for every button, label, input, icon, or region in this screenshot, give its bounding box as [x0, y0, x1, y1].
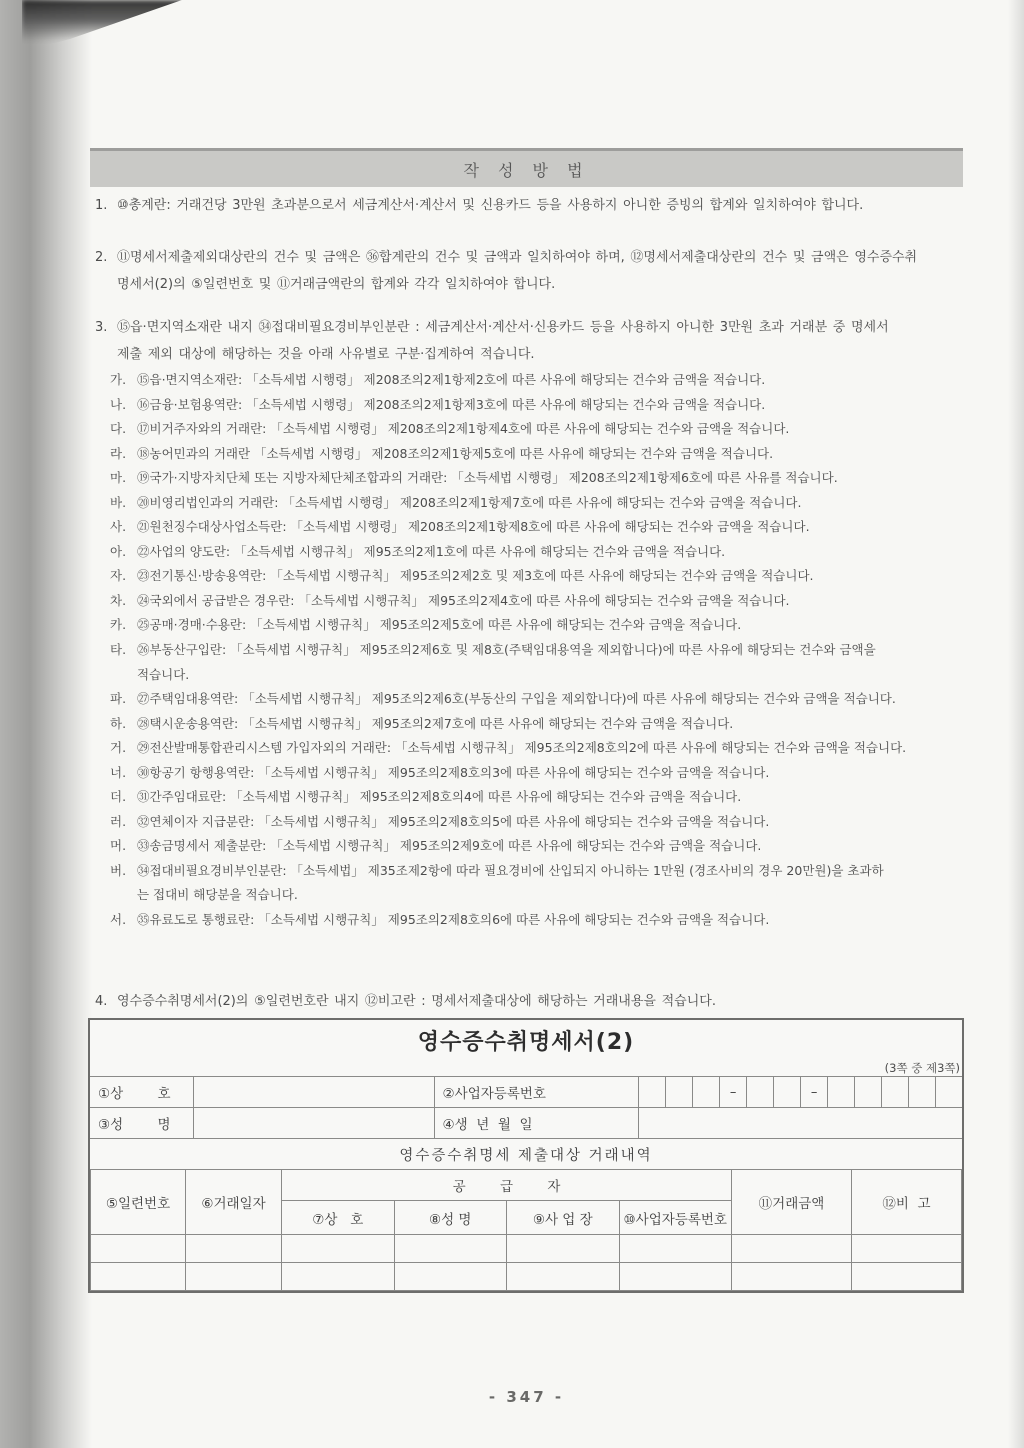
- sub-item-da: [110, 417, 906, 442]
- instruction-item-4: [95, 988, 716, 1015]
- sub-text: ㉕공매·경매·수용란: 「소득세법 시행규칙」 제95조의2제5호에 따른 사유에 해당되는 건수와 금액을 적습니다.: [137, 617, 742, 633]
- sub-label: 더.: [110, 789, 127, 805]
- sub-item-ma: [110, 466, 906, 491]
- empty-data-cell: [852, 1235, 962, 1263]
- sub-text: ㉟유료도로 통행료란: 「소득세법 시행규칙」 제95조의2제8호의6에 따른 사유에 해당되는 건수와 금액을 적습니다.: [137, 912, 770, 928]
- item-text-line2: 제출 제외 대상에 해당하는 것을 아래 사유별로 구분·집계하여 적습니다.: [117, 347, 535, 362]
- item-text-line1: ⑮읍·면지역소재란 내지 ㉞접대비필요경비부인분란 : 세금계산서·계산서·신용카드 등을 사용하지 아니한 3만원 초과 거래분 중 명세서: [117, 320, 889, 335]
- biznum-digit-cell: [639, 1077, 665, 1107]
- field-birth-date-label: ④생 년 월 일: [434, 1108, 639, 1138]
- empty-data-cell: [852, 1263, 962, 1291]
- col-transaction-date-header: ⑥거래일자: [186, 1170, 282, 1235]
- sub-label: 가.: [110, 372, 127, 387]
- sub-text: ㉛간주임대료란: 「소득세법 시행규칙」 제95조의2제8호의4에 따른 사유에 해당되는 건수와 금액을 적습니다.: [137, 789, 742, 805]
- empty-data-cell: [91, 1263, 186, 1291]
- sub-item-ba: [110, 491, 906, 516]
- biznum-digit-cell: [746, 1077, 773, 1107]
- sub-item-deo: [110, 785, 906, 810]
- sub-label: 카.: [110, 617, 127, 633]
- sub-label: 다.: [110, 421, 127, 437]
- sub-item-reo: [110, 810, 906, 835]
- sub-label: 머.: [110, 838, 127, 854]
- biznum-digit-cell: [935, 1077, 962, 1107]
- sub-item-geo: [110, 736, 906, 761]
- sub-text: ⑱농어민과의 거래란 「소득세법 시행령」 제208조의2제1항제5호에 따른 사유에 해당되는 건수와 금액을 적습니다.: [137, 445, 774, 461]
- item-number: 3.: [95, 320, 108, 335]
- form-row-company: [90, 1076, 962, 1107]
- sub-label: 러.: [110, 813, 127, 829]
- form-title: 영수증수취명세서(2): [417, 1029, 635, 1055]
- sub-label: 마.: [110, 470, 127, 486]
- empty-data-row: [91, 1235, 962, 1263]
- sub-text: ㉙전산발매통합관리시스템 가입자외의 거래란: 「소득세법 시행규칙」 제95조의2제8호의2에 따른 사유에 해당되는 건수와 금액을 적습니다.: [137, 740, 907, 756]
- writing-method-title: 작 성 방 법: [463, 160, 590, 180]
- item-text-line1: ⑪명세서제출제외대상란의 건수 및 금액은 ㊱합계란의 건수 및 금액과 일치하여야 하며, ⑫명세서제출대상란의 건수 및 금액은 영수증수취: [117, 250, 918, 265]
- sub-label: 나.: [110, 396, 127, 412]
- biznum-digit-cell: [665, 1077, 692, 1107]
- sub-text: ㉒사업의 양도란: 「소득세법 시행규칙」 제95조의2제1호에 따른 사유에 해당되는 건수와 금액을 적습니다.: [137, 543, 726, 559]
- empty-data-cell: [394, 1235, 507, 1263]
- sub-item-ha: [110, 712, 906, 737]
- section-header-bar: [90, 148, 963, 187]
- sub-item-beo-cont: 는 접대비 해당분을 적습니다.: [137, 887, 298, 903]
- empty-data-cell: [394, 1263, 507, 1291]
- sub-item-beo: [110, 859, 906, 884]
- biznum-digit-cell: [773, 1077, 800, 1107]
- biznum-dash-cell: –: [800, 1077, 827, 1107]
- sub-item-seo: [110, 908, 906, 933]
- col-supplier-reg-number-header: ⑩사업자등록번호: [619, 1201, 732, 1235]
- col-remarks-header: ⑫비 고: [852, 1170, 962, 1235]
- scan-binding-shadow: [0, 0, 95, 1448]
- sub-item-sa: [110, 515, 906, 540]
- sub-item-ra: [110, 442, 906, 467]
- sub-item-meo: [110, 834, 906, 859]
- field-name-label: ③성 명: [98, 1117, 171, 1133]
- empty-data-cell: [91, 1235, 186, 1263]
- scan-corner-artifact: [22, 0, 182, 52]
- transaction-detail-table: [90, 1169, 962, 1291]
- empty-data-cell: [732, 1263, 852, 1291]
- sub-item-ta-cont: 적습니다.: [137, 666, 190, 682]
- empty-data-cell: [282, 1235, 395, 1263]
- sub-text: ⑯금융·보험용역란: 「소득세법 시행령」 제208조의2제1항제3호에 따른 사유에 해당되는 건수와 금액을 적습니다.: [137, 396, 766, 412]
- form-page-note: (3쪽 중 제3쪽): [884, 1061, 960, 1075]
- item-number: 1.: [95, 198, 108, 213]
- sub-item-cha: [110, 589, 906, 614]
- sub-item-ga: [110, 368, 906, 393]
- sub-item-neo: [110, 761, 906, 786]
- sub-text: ㉓전기통신·방송용역란: 「소득세법 시행규칙」 제95조의2제2호 및 제3호에 따른 사유에 해당되는 건수와 금액을 적습니다.: [137, 568, 814, 584]
- sub-item-ka: [110, 613, 906, 638]
- sub-item-a: [110, 540, 906, 565]
- sub-label: 바.: [110, 494, 127, 510]
- sub-item-ja: [110, 564, 906, 589]
- item-number: 2.: [95, 250, 108, 265]
- biznum-digit-cell: [827, 1077, 854, 1107]
- sub-text: ㉘택시운송용역란: 「소득세법 시행규칙」 제95조의2제7호에 따른 사유에 해당되는 건수와 금액을 적습니다.: [137, 715, 734, 731]
- sub-item-ta: [110, 638, 906, 663]
- empty-data-cell: [619, 1263, 732, 1291]
- field-business-reg-number-cells: [638, 1077, 962, 1107]
- supplier-group-header: 공 급 자: [282, 1170, 732, 1201]
- col-transaction-amount-header: ⑪거래금액: [732, 1170, 852, 1235]
- form-section-title: 영수증수취명세 제출대상 거래내역: [90, 1138, 962, 1169]
- item-text: 영수증수취명세서(2)의 ⑤일련번호란 내지 ⑫비고란 : 명세서제출대상에 해당하는 거래내용을 적습니다.: [117, 994, 716, 1009]
- sub-label: 거.: [110, 740, 127, 756]
- sub-text: ⑮읍·면지역소재란: 「소득세법 시행령」 제208조의2제1항제2호에 따른 사유에 해당되는 건수와 금액을 적습니다.: [137, 372, 766, 387]
- sub-text: ㉞접대비필요경비부인분란: 「소득세법」 제35조제2항에 따라 필요경비에 산입되지 아니하는 1만원 (경조사비의 경우 20만원)을 초과하: [137, 862, 884, 878]
- empty-data-cell: [282, 1263, 395, 1291]
- instruction-item-1: [95, 192, 863, 219]
- field-birth-date-value: [638, 1108, 962, 1138]
- sub-text: ㉑원천징수대상사업소득란: 「소득세법 시행령」 제208조의2제1항제8호에 따른 사유에 해당되는 건수와 금액을 적습니다.: [137, 519, 810, 535]
- sub-label: 차.: [110, 592, 127, 608]
- empty-data-cell: [186, 1263, 282, 1291]
- empty-data-cell: [732, 1235, 852, 1263]
- receipt-statement-form: [88, 1018, 964, 1293]
- sub-label: 아.: [110, 543, 127, 559]
- biznum-digit-cell: [854, 1077, 881, 1107]
- sub-text: ⑰비거주자와의 거래란: 「소득세법 시행령」 제208조의2제1항제4호에 따른 사유에 해당되는 건수와 금액을 적습니다.: [137, 421, 790, 437]
- instruction-item-3-sub-list: [110, 368, 906, 933]
- sub-label: 타.: [110, 642, 127, 658]
- sub-label: 라.: [110, 445, 127, 461]
- empty-data-cell: [619, 1235, 732, 1263]
- sub-label: 버.: [110, 862, 127, 878]
- col-supplier-workplace-header: ⑨사 업 장: [507, 1201, 620, 1235]
- sub-text: ㉜연체이자 지급분란: 「소득세법 시행규칙」 제95조의2제8호의5에 따른 사유에 해당되는 건수와 금액을 적습니다.: [137, 813, 770, 829]
- item-text: ⑩총계란: 거래건당 3만원 초과분으로서 세금계산서·계산서 및 신용카드 등을 사용하지 아니한 증빙의 합계와 일치하여야 합니다.: [117, 198, 864, 213]
- col-serial-number-header: ⑤일련번호: [91, 1170, 186, 1235]
- biznum-digit-cell: [692, 1077, 719, 1107]
- sub-text: ⑳비영리법인과의 거래란: 「소득세법 시행령」 제208조의2제1항제7호에 따른 사유에 해당되는 건수와 금액을 적습니다.: [137, 494, 802, 510]
- sub-label: 자.: [110, 568, 127, 584]
- sub-text: ㉝송금명세서 제출분란: 「소득세법 시행규칙」 제95조의2제9호에 따른 사유에 해당되는 건수와 금액을 적습니다.: [137, 838, 762, 854]
- instruction-item-3: [95, 314, 889, 368]
- empty-data-cell: [507, 1263, 620, 1291]
- scan-right-edge-shadow: [1008, 0, 1024, 1448]
- item-number: 4.: [95, 994, 108, 1009]
- sub-label: 서.: [110, 912, 127, 928]
- sub-text: ㉗주택임대용역란: 「소득세법 시행규칙」 제95조의2제6호(부동산의 구입을 제외합니다)에 따른 사유에 해당되는 건수와 금액을 적습니다.: [137, 691, 896, 707]
- col-supplier-name-header: ⑧성 명: [394, 1201, 507, 1235]
- field-company-name-label: ①상 호: [98, 1086, 171, 1102]
- item-text-line2: 명세서(2)의 ⑤일련번호 및 ⑪거래금액란의 합계와 각각 일치하여야 합니다.: [117, 277, 556, 292]
- field-company-name-value: [193, 1077, 434, 1107]
- sub-text: ⑲국가·지방자치단체 또는 지방자체단체조합과의 거래란: 「소득세법 시행령」 제208조의2제1항제6호에 따른 사유를 적습니다.: [137, 470, 838, 486]
- sub-item-pa: [110, 687, 906, 712]
- sub-label: 사.: [110, 519, 127, 535]
- biznum-digit-cell: [908, 1077, 935, 1107]
- sub-label: 파.: [110, 691, 127, 707]
- sub-label: 하.: [110, 715, 127, 731]
- empty-data-cell: [186, 1235, 282, 1263]
- sub-text: ㉖부동산구입란: 「소득세법 시행규칙」 제95조의2제6호 및 제8호(주택임대용역을 제외합니다)에 따른 사유에 해당되는 건수와 금액을: [137, 642, 876, 658]
- empty-data-cell: [507, 1235, 620, 1263]
- sub-text: ㉚항공기 항행용역란: 「소득세법 시행규칙」 제95조의2제8호의3에 따른 사유에 해당되는 건수와 금액을 적습니다.: [137, 764, 770, 780]
- field-name-value: [193, 1108, 434, 1138]
- sub-text: ㉔국외에서 공급받은 경우란: 「소득세법 시행규칙」 제95조의2제4호에 따른 사유에 해당되는 건수와 금액을 적습니다.: [137, 592, 790, 608]
- field-business-reg-number-label: ②사업자등록번호: [434, 1077, 639, 1107]
- page-content: [90, 148, 963, 1448]
- biznum-digit-cell: [881, 1077, 908, 1107]
- instruction-item-2: [95, 244, 917, 298]
- sub-item-na: [110, 393, 906, 418]
- col-supplier-company-header: ⑦상 호: [282, 1201, 395, 1235]
- empty-data-row: [91, 1263, 962, 1291]
- form-row-name: [90, 1107, 962, 1138]
- sub-label: 너.: [110, 764, 127, 780]
- biznum-dash-cell: –: [719, 1077, 746, 1107]
- page-number: - 347 -: [488, 1388, 565, 1406]
